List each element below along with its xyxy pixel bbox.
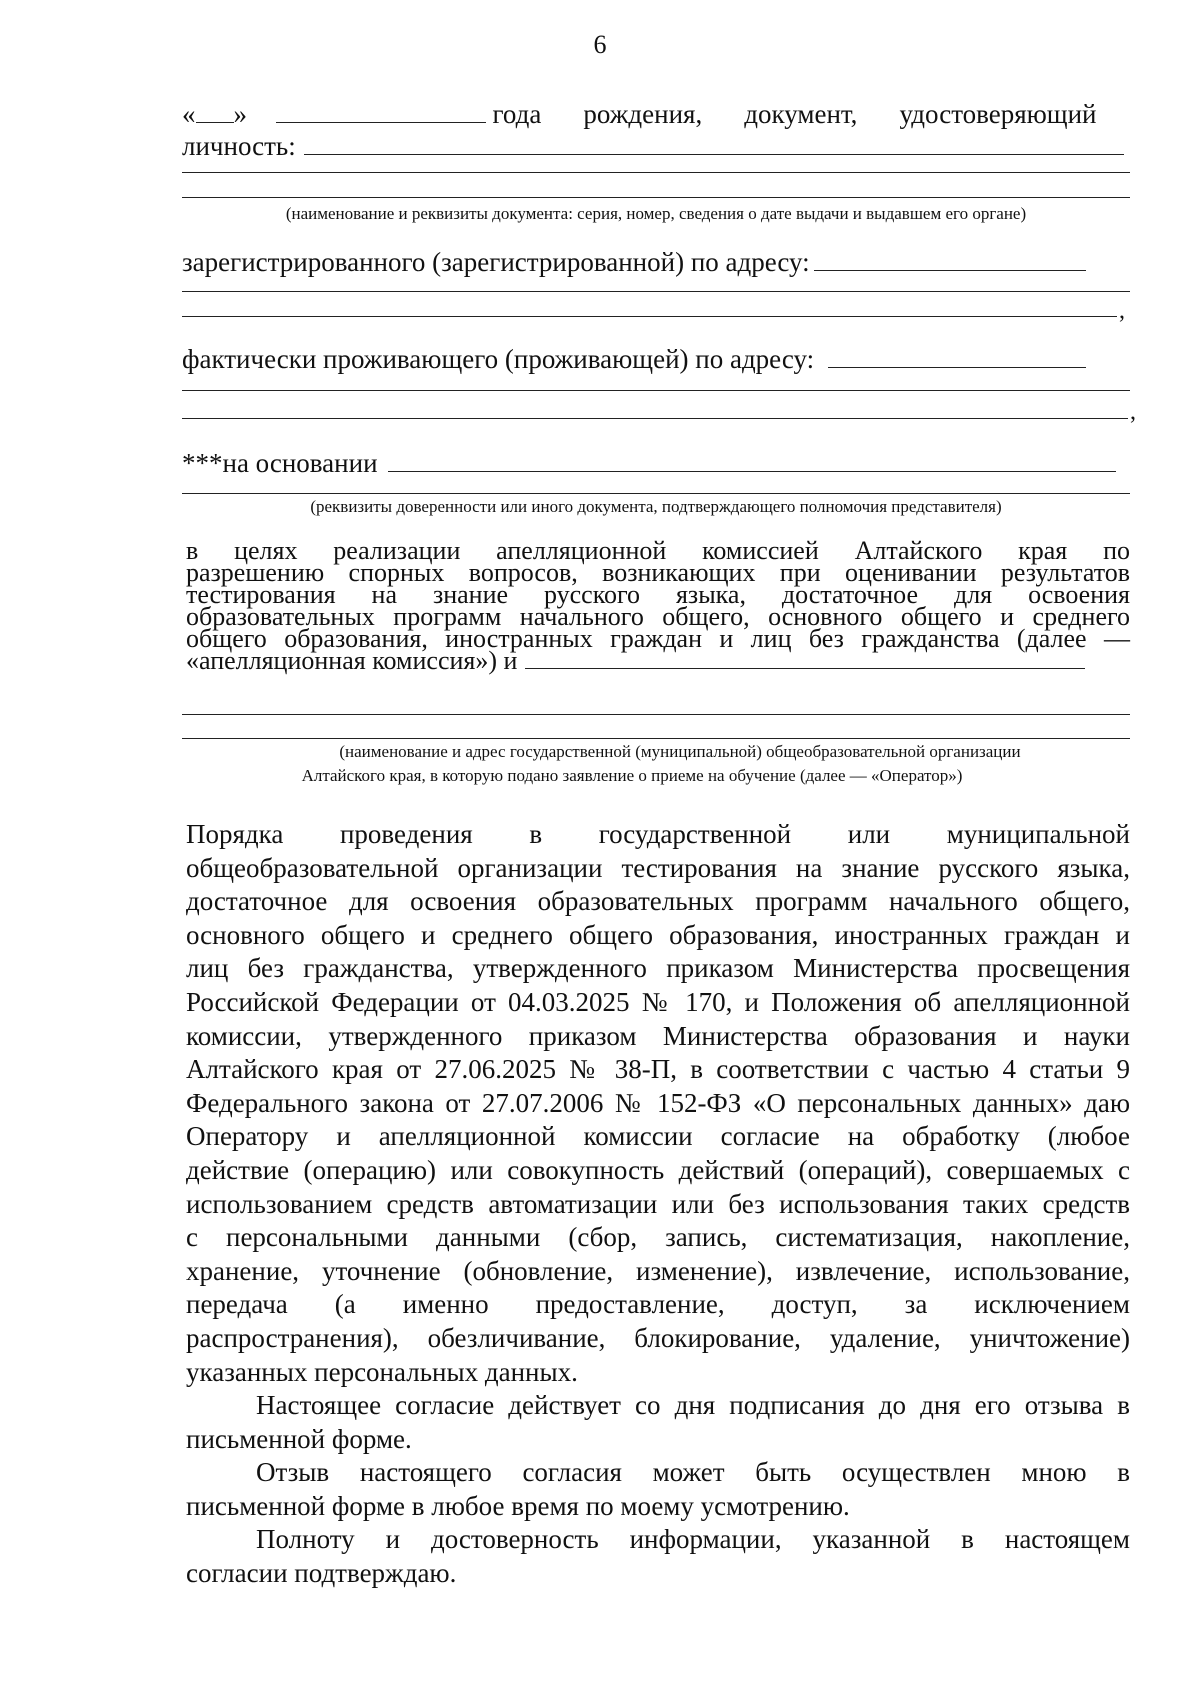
actual-row	[182, 343, 1130, 375]
revoke-line: Отзыв настоящего согласия может быть осуществлен мною в	[256, 1457, 1130, 1488]
year-blank[interactable]	[276, 100, 486, 123]
page-number: 6	[593, 30, 607, 59]
basis-blank[interactable]	[388, 449, 1116, 472]
main-line: с персональными данными (сбор, запись, систематизация, накопление,	[186, 1222, 1130, 1253]
main-line: достаточное для освоения образовательных программ начального общего,	[186, 886, 1130, 917]
actual-blank[interactable]	[828, 345, 1086, 368]
basis-row	[182, 447, 1130, 479]
birth-row-text: года рождения, документ, удостоверяющий	[492, 99, 1097, 129]
registered-blank[interactable]	[814, 248, 1086, 271]
doc-caption: (наименование и реквизиты документа: серия, номер, сведения о дате выдачи и выдавшем его органе)	[285, 204, 1027, 223]
birth-row	[182, 98, 1130, 130]
identity-blank-line-2[interactable]	[182, 172, 1130, 173]
actual-blank-line-2[interactable]	[182, 390, 1130, 391]
confirm-line: согласии подтверждаю.	[186, 1558, 457, 1589]
validity-line: Настоящее согласие действует со дня подписания до дня его отзыва в	[256, 1390, 1130, 1421]
registered-row	[182, 246, 1130, 278]
main-line: лиц без гражданства, утвержденного приказом Министерства просвещения	[186, 953, 1130, 984]
main-line: использованием средств автоматизации или без использования таких средств	[186, 1188, 1130, 1219]
purpose-line: образовательных программ начального общего, основного общего и среднего	[186, 602, 1130, 631]
main-line: Оператору и апелляционной комиссии согласие на обработку (любое	[186, 1121, 1130, 1152]
org-caption-2: Алтайского края, в которую подано заявление о приеме на обучение (далее — «Оператор»)	[301, 766, 963, 785]
actual-blank-line-3[interactable]	[182, 418, 1128, 419]
main-line: указанных персональных данных.	[186, 1356, 578, 1387]
purpose-line-end: «апелляционная комиссия») и	[186, 646, 518, 675]
basis-label: ***на основании	[182, 448, 378, 478]
identity-blank-line-3[interactable]	[182, 197, 1130, 198]
identity-blank[interactable]	[304, 132, 1124, 155]
purpose-line: в целях реализации апелляционной комиссией Алтайского края по	[186, 536, 1130, 565]
actual-label: фактически проживающего (проживающей) по адресу:	[182, 344, 815, 374]
quote-open: «	[182, 99, 196, 129]
main-line: основного общего и среднего общего образования, иностранных граждан и	[186, 919, 1130, 950]
org-blank-line-2[interactable]	[182, 714, 1130, 715]
identity-row	[182, 130, 1130, 162]
confirm-line: Полноту и достоверность информации, указанной в настоящем	[256, 1524, 1130, 1555]
identity-label: личность:	[182, 131, 296, 161]
main-line: действие (операцию) или совокупность действий (операций), совершаемых с	[186, 1154, 1130, 1185]
purpose-paragraph	[186, 536, 1130, 675]
main-line: распространения), обезличивание, блокирование, удаление, уничтожение)	[186, 1322, 1130, 1353]
registered-comma: ,	[1119, 298, 1125, 324]
registered-blank-line-2[interactable]	[182, 291, 1130, 292]
registered-blank-line-3[interactable]	[182, 316, 1117, 317]
purpose-line: общего образования, иностранных граждан и лиц без гражданства (далее —	[186, 624, 1130, 653]
revoke-line: письменной форме в любое время по моему усмотрению.	[186, 1490, 850, 1521]
purpose-line: тестирования на знание русского языка, достаточное для освоения	[186, 580, 1130, 609]
main-line: передача (а именно предоставление, доступ, за исключением	[186, 1289, 1130, 1320]
validity-line: письменной форме.	[186, 1423, 412, 1454]
basis-caption: (реквизиты доверенности или иного документа, подтверждающего полномочия представителя)	[310, 497, 1002, 516]
org-caption-1: (наименование и адрес государственной (муниципальной) общеобразовательной организации	[339, 742, 1021, 761]
main-line: хранение, уточнение (обновление, изменение), извлечение, использование,	[186, 1255, 1130, 1286]
day-blank[interactable]	[196, 100, 234, 123]
main-paragraph	[186, 818, 1130, 1591]
actual-comma: ,	[1130, 399, 1136, 425]
basis-blank-line-2[interactable]	[182, 493, 1130, 494]
registered-label: зарегистрированного (зарегистрированной) по адресу:	[182, 247, 810, 277]
main-line: Российской Федерации от 04.03.2025 № 170, и Положения об апелляционной	[186, 986, 1130, 1017]
quote-close: »	[233, 99, 247, 129]
purpose-line: разрешению спорных вопросов, возникающих при оценивании результатов	[186, 558, 1130, 587]
purpose-line	[186, 646, 1130, 675]
main-line: Федерального закона от 27.07.2006 № 152-ФЗ «О персональных данных» даю	[186, 1087, 1130, 1118]
org-blank-line-3[interactable]	[182, 738, 1130, 739]
main-line: Порядка проведения в государственной или муниципальной	[186, 819, 1130, 849]
org-blank[interactable]	[525, 652, 1085, 669]
main-line: Алтайского края от 27.06.2025 № 38-П, в соответствии с частью 4 статьи 9	[186, 1054, 1130, 1085]
main-line: комиссии, утвержденного приказом Министерства образования и науки	[186, 1020, 1130, 1051]
main-line: общеобразовательной организации тестирования на знание русского языка,	[186, 852, 1130, 883]
